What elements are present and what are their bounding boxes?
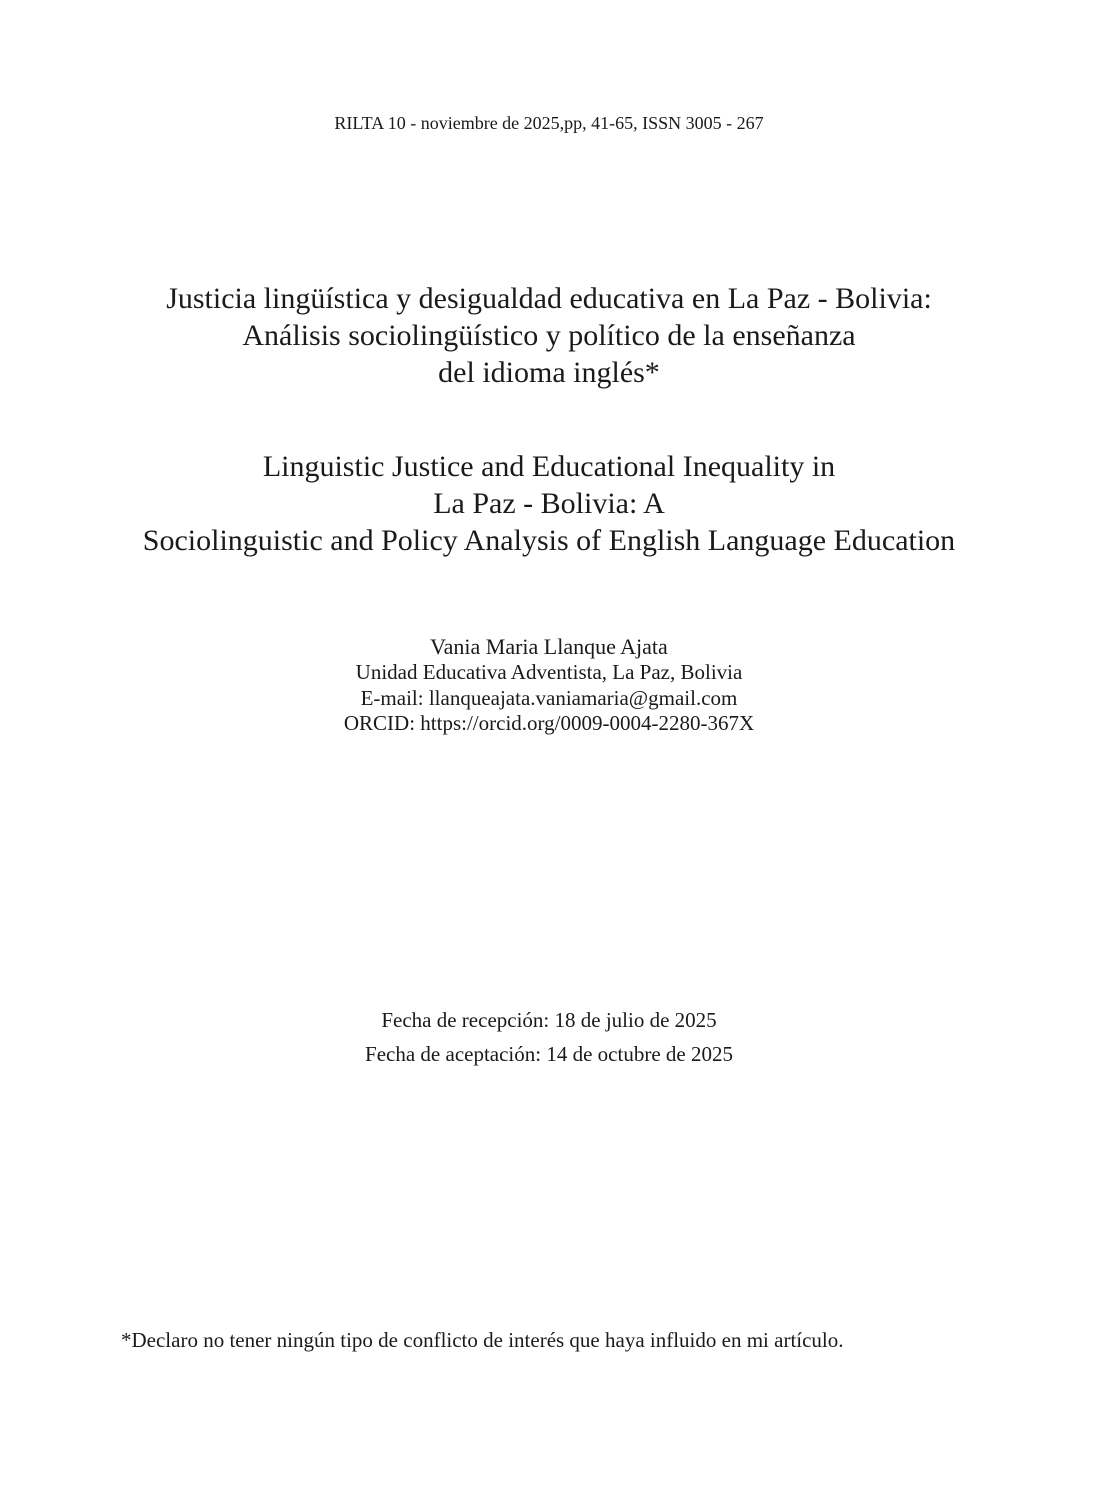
spanish-title: [0, 280, 1098, 391]
spanish-title-line-2: Análisis sociolingüístico y político de la enseñanza: [242, 319, 856, 352]
english-title-line-1: Linguistic Justice and Educational Inequality in: [262, 450, 836, 483]
author-info: [0, 633, 1098, 737]
author-affiliation: Unidad Educativa Adventista, La Paz, Bolivia: [355, 660, 743, 684]
english-title-line-3: Sociolinguistic and Policy Analysis of English Language Education: [142, 524, 956, 557]
accepted-date: Fecha de aceptación: 14 de octubre de 2025: [365, 1042, 733, 1066]
author-orcid: ORCID: https://orcid.org/0009-0004-2280-367X: [343, 711, 755, 735]
conflict-of-interest-footnote: *Declaro no tener ningún tipo de conflicto de interés que haya influido en mi artículo.: [121, 1328, 844, 1352]
submission-dates: [0, 1003, 1098, 1071]
journal-citation-header: RILTA 10 - noviembre de 2025,pp, 41-65, ISSN 3005 - 267: [334, 113, 764, 133]
received-date: Fecha de recepción: 18 de julio de 2025: [381, 1008, 717, 1032]
spanish-title-line-3: del idioma inglés*: [438, 356, 660, 389]
spanish-title-line-1: Justicia lingüística y desigualdad educativa en La Paz - Bolivia:: [166, 282, 932, 315]
english-title: [0, 448, 1098, 559]
author-email: E-mail: llanqueajata.vaniamaria@gmail.com: [360, 685, 738, 710]
english-title-line-2: La Paz - Bolivia: A: [433, 487, 665, 520]
author-name: Vania Maria Llanque Ajata: [430, 634, 668, 659]
